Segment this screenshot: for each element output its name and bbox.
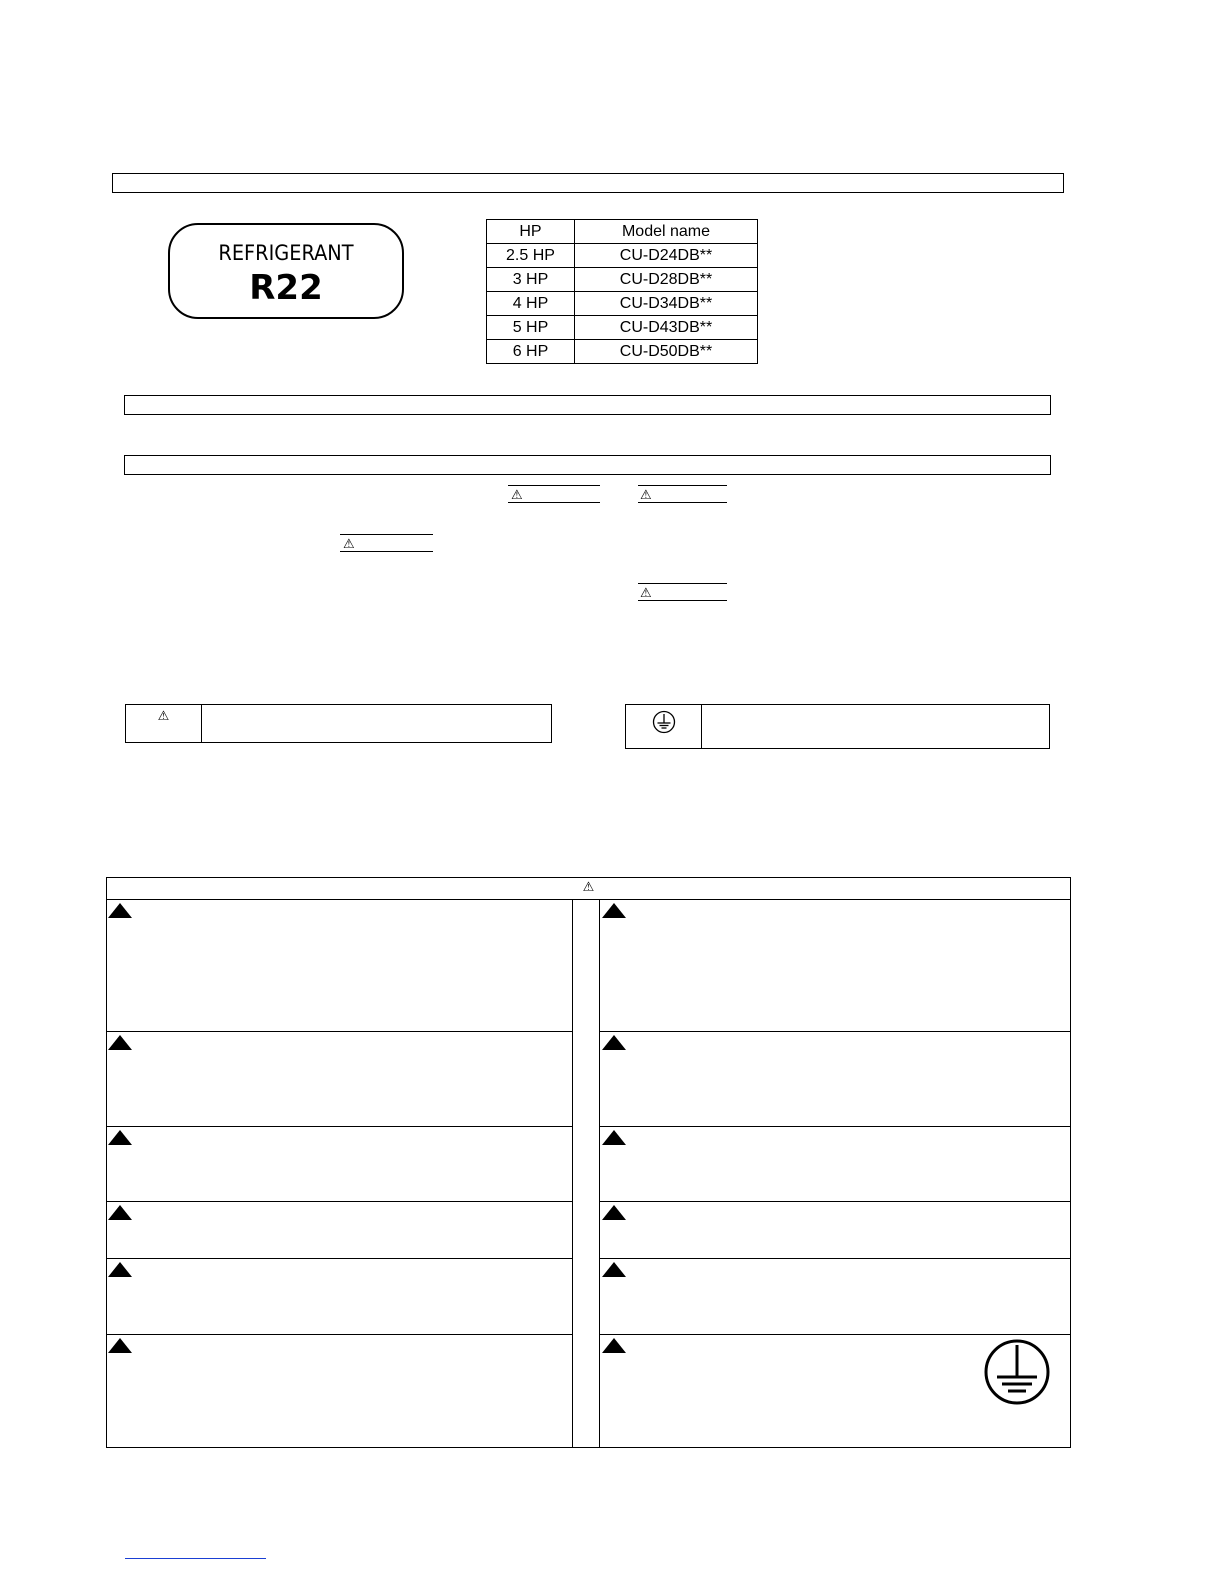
table-row — [487, 292, 758, 316]
warning-triangle-icon: ⚠ — [343, 537, 355, 552]
ground-symbol-icon — [984, 1339, 1050, 1405]
filled-triangle-icon — [602, 1338, 626, 1353]
table-cell-model: CU-D50DB** — [575, 340, 758, 364]
warning-grid-col-divider-left — [572, 899, 573, 1447]
table-cell-model: CU-D34DB** — [575, 292, 758, 316]
legend-ground-symbol-cell — [626, 705, 702, 748]
inline-warning-mark-2 — [638, 485, 727, 503]
filled-triangle-icon — [108, 1130, 132, 1145]
right-row-divider — [599, 1126, 1070, 1127]
table-cell-hp: 6 HP — [487, 340, 575, 364]
left-row-divider — [107, 1201, 572, 1202]
filled-triangle-icon — [602, 1205, 626, 1220]
footer-link[interactable] — [125, 1557, 266, 1559]
filled-triangle-icon — [108, 1338, 132, 1353]
filled-triangle-icon — [602, 903, 626, 918]
table-cell-hp: 5 HP — [487, 316, 575, 340]
table-row — [487, 340, 758, 364]
table-header-model: Model name — [575, 220, 758, 244]
filled-triangle-icon — [108, 903, 132, 918]
warning-grid-header-divider — [107, 899, 1070, 900]
filled-triangle-icon — [108, 1035, 132, 1050]
filled-triangle-icon — [602, 1035, 626, 1050]
warning-triangle-icon: ⚠ — [640, 586, 652, 601]
table-header-row — [487, 220, 758, 244]
legend-ground-text-cell — [702, 705, 1049, 748]
left-row-divider — [107, 1334, 572, 1335]
section-header-bar-3 — [124, 455, 1051, 475]
warning-triangle-icon: ⚠ — [640, 488, 652, 503]
legend-warning-text-cell — [202, 705, 551, 742]
section-header-bar-1 — [112, 173, 1064, 193]
table-cell-model: CU-D24DB** — [575, 244, 758, 268]
warning-triangle-icon: ⚠ — [511, 488, 523, 503]
right-row-divider — [599, 1258, 1070, 1259]
section-header-bar-2 — [124, 395, 1051, 415]
filled-triangle-icon — [602, 1130, 626, 1145]
table-row — [487, 316, 758, 340]
table-cell-hp: 3 HP — [487, 268, 575, 292]
refrigerant-label-line2: R22 — [249, 268, 323, 308]
legend-warning-box — [125, 704, 552, 743]
right-row-divider — [599, 1334, 1070, 1335]
inline-warning-mark-1 — [508, 485, 600, 503]
table-cell-hp: 2.5 HP — [487, 244, 575, 268]
right-row-divider — [599, 1201, 1070, 1202]
inline-warning-mark-3 — [340, 534, 433, 552]
left-row-divider — [107, 1258, 572, 1259]
refrigerant-label-line1: REFRIGERANT — [218, 241, 354, 265]
legend-warning-symbol-cell — [126, 705, 202, 742]
ground-symbol-icon — [652, 710, 676, 734]
left-row-divider — [107, 1031, 572, 1032]
legend-ground-box — [625, 704, 1050, 749]
warning-grid — [106, 877, 1071, 1448]
warning-triangle-icon: ⚠ — [157, 709, 170, 724]
warning-triangle-icon: ⚠ — [582, 880, 595, 895]
table-header-hp: HP — [487, 220, 575, 244]
table-cell-hp: 4 HP — [487, 292, 575, 316]
left-row-divider — [107, 1126, 572, 1127]
refrigerant-label — [168, 223, 404, 319]
table-row — [487, 268, 758, 292]
inline-warning-mark-4 — [638, 583, 727, 601]
filled-triangle-icon — [108, 1205, 132, 1220]
warning-grid-header — [107, 878, 1070, 899]
filled-triangle-icon — [108, 1262, 132, 1277]
table-row — [487, 244, 758, 268]
filled-triangle-icon — [602, 1262, 626, 1277]
right-row-divider — [599, 1031, 1070, 1032]
model-table — [486, 219, 758, 364]
table-cell-model: CU-D28DB** — [575, 268, 758, 292]
table-cell-model: CU-D43DB** — [575, 316, 758, 340]
warning-grid-col-divider-right — [599, 899, 600, 1447]
